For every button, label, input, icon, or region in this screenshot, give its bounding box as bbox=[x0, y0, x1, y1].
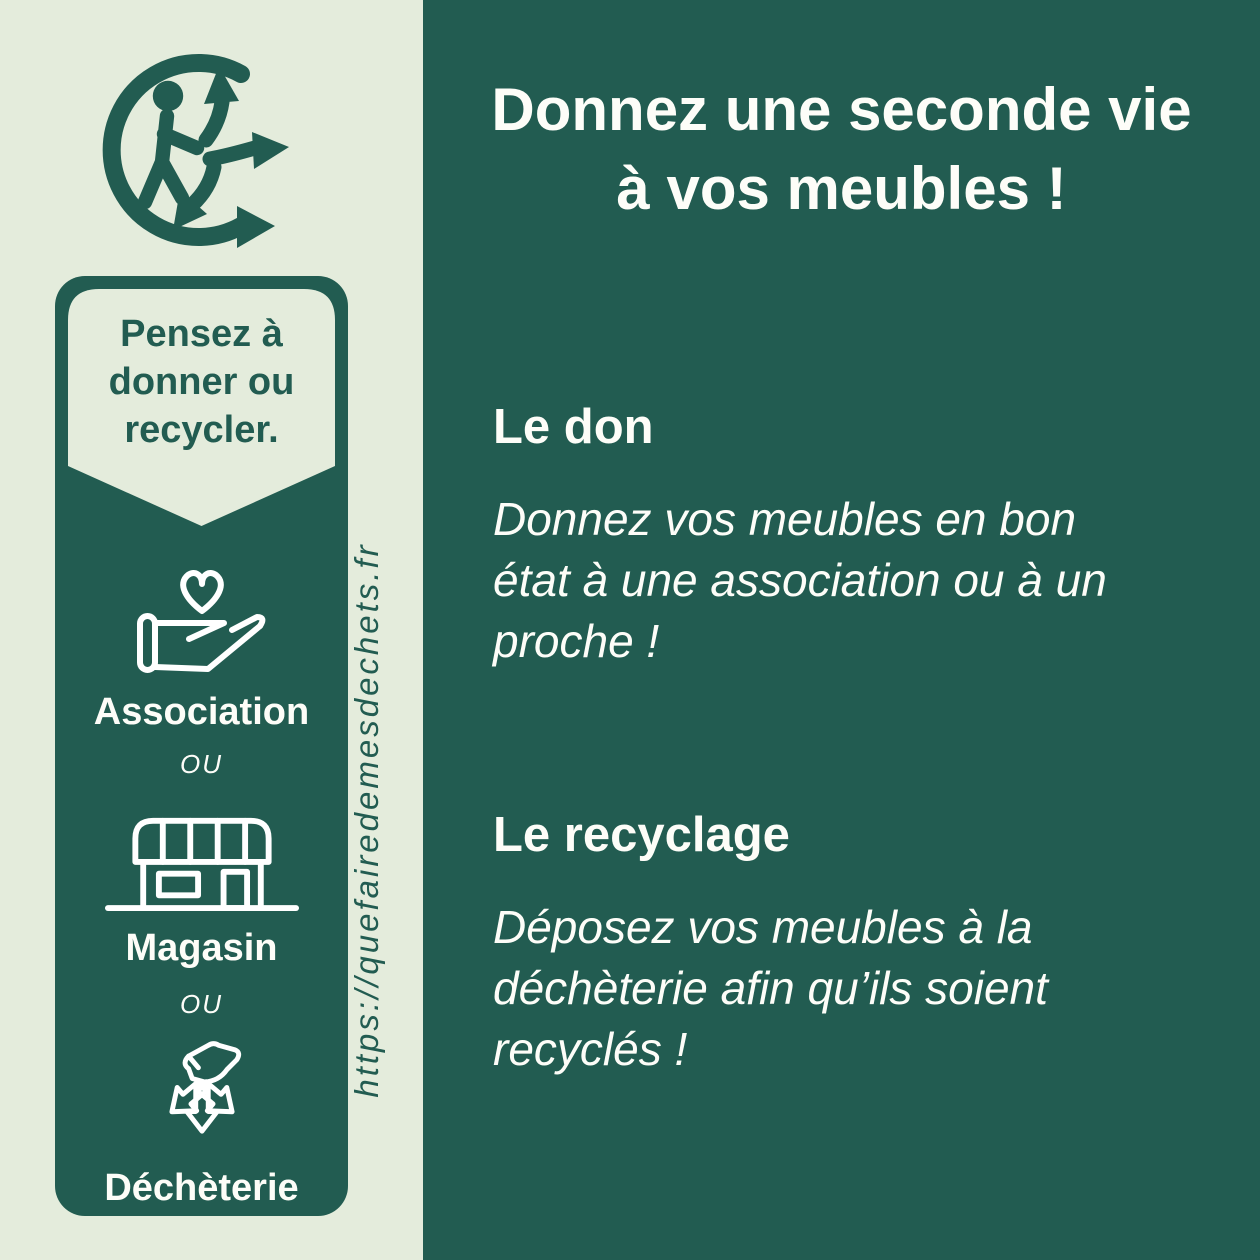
triman-recycling-logo bbox=[95, 48, 311, 252]
body-line: recyclés ! bbox=[493, 1023, 688, 1075]
banner-line: donner ou bbox=[108, 361, 295, 403]
hand-heart-icon bbox=[132, 554, 272, 682]
option-label-association: Association bbox=[93, 691, 310, 733]
body-line: Déposez vos meubles à la bbox=[493, 901, 1033, 953]
section-le-recyclage bbox=[493, 806, 1233, 1080]
right-panel bbox=[423, 0, 1260, 1260]
body-line: Donnez vos meubles en bon bbox=[493, 493, 1077, 545]
option-label-magasin: Magasin bbox=[125, 927, 278, 969]
title-line: à vos meubles ! bbox=[616, 155, 1067, 222]
banner-line: recycler. bbox=[124, 409, 279, 451]
poster-title bbox=[423, 70, 1260, 228]
banner-text bbox=[55, 310, 348, 454]
body-line: déchèterie afin qu’ils soient bbox=[493, 962, 1048, 1014]
title-line: Donnez une seconde vie bbox=[491, 76, 1192, 143]
section-heading: Le don bbox=[493, 400, 654, 454]
section-heading: Le recyclage bbox=[493, 808, 790, 862]
body-line: état à une association ou à un bbox=[493, 554, 1107, 606]
banner-line: Pensez à bbox=[120, 313, 283, 355]
waste-drop-arrows-icon bbox=[135, 1040, 269, 1158]
or-separator: OU bbox=[180, 989, 223, 1019]
or-separator: OU bbox=[180, 749, 223, 779]
section-body bbox=[493, 897, 1233, 1080]
body-line: proche ! bbox=[493, 615, 660, 667]
section-body bbox=[493, 489, 1233, 672]
website-url: https://quefairedemesdechets.fr bbox=[348, 542, 385, 1098]
section-le-don bbox=[493, 398, 1233, 672]
store-icon bbox=[104, 806, 300, 916]
option-label-decheterie: Déchèterie bbox=[104, 1167, 299, 1209]
left-column bbox=[55, 276, 348, 1216]
